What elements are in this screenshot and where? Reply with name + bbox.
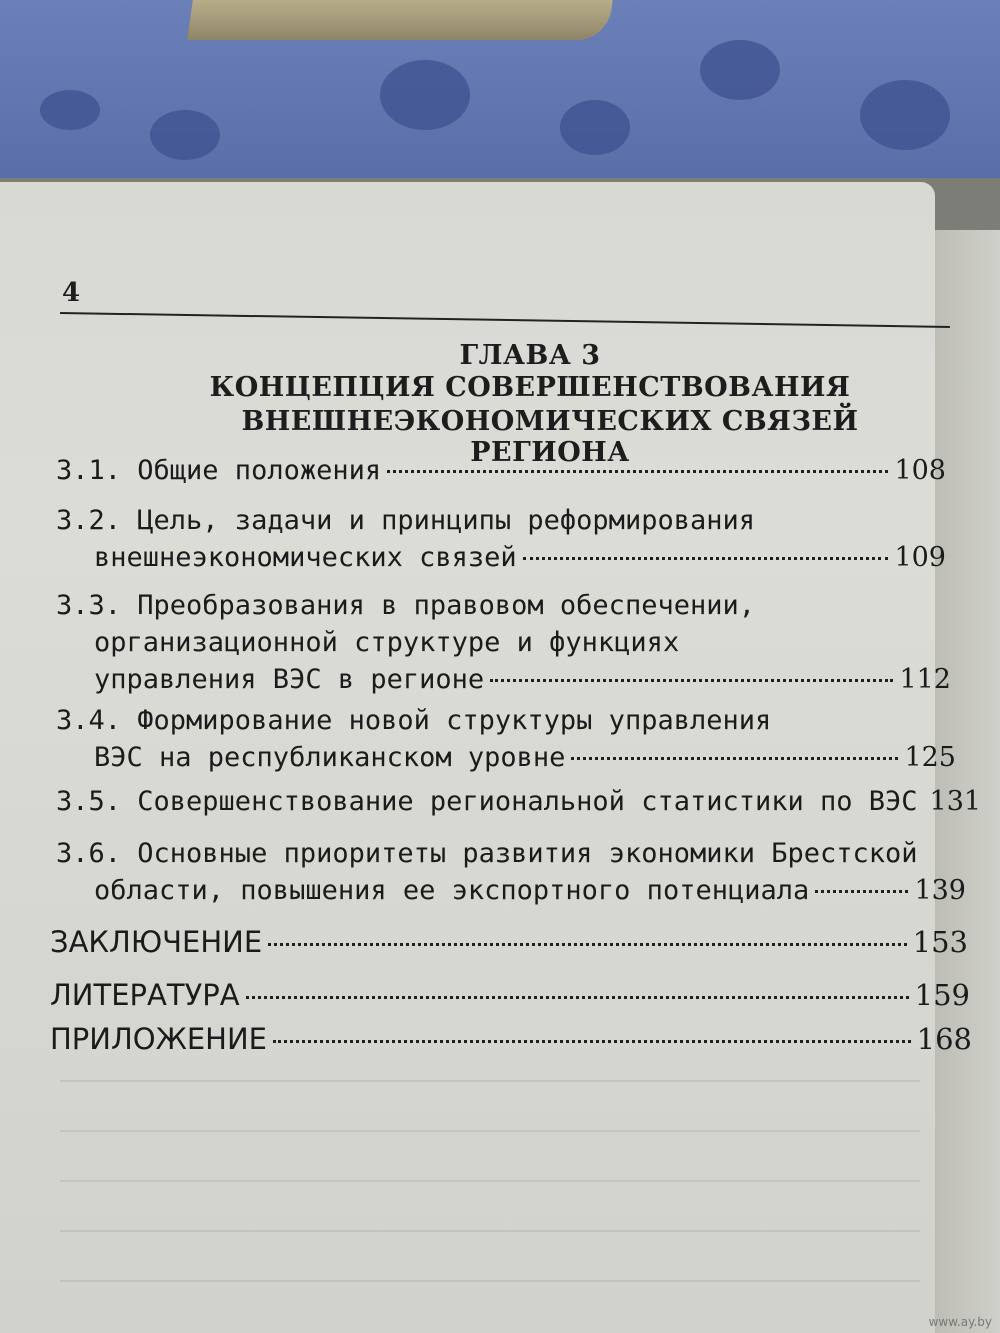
toc-entry-text: 3.1. Общие положения — [56, 455, 382, 486]
toc-entry-text: 3.4. Формирование новой структуры управления — [56, 705, 772, 736]
toc-page-number: 109 — [894, 542, 946, 573]
leader-dots — [571, 757, 898, 760]
show-through-text — [60, 1280, 920, 1302]
leader-dots — [387, 470, 888, 473]
flower-pattern — [380, 60, 470, 130]
toc-page-number: 125 — [904, 742, 956, 773]
flower-pattern — [700, 40, 780, 100]
toc-entry-text: 3.2. Цель, задачи и принципы реформирования — [56, 505, 755, 536]
show-through-text — [60, 1180, 920, 1202]
toc-entry-text: ВЭС на республиканском уровне — [94, 742, 566, 773]
toc-page-number: 112 — [899, 664, 951, 695]
toc-page-number: 153 — [912, 925, 968, 959]
toc-page-number: 131 — [929, 786, 982, 817]
toc-entry — [56, 505, 946, 573]
toc-entry — [56, 455, 946, 486]
toc-entry-text: управления ВЭС в регионе — [94, 664, 485, 695]
toc-entry-text: 3.6. Основные приоритеты развития экономики Брестской — [56, 838, 918, 869]
toc-page-number: 108 — [894, 455, 946, 486]
page-number: 4 — [62, 278, 81, 308]
show-through-text — [60, 1130, 920, 1152]
flower-pattern — [40, 90, 100, 130]
leader-dots — [246, 996, 909, 999]
toc-entry-text: внешнеэкономических связей — [94, 542, 517, 573]
toc-entry — [56, 705, 956, 773]
flower-pattern — [560, 100, 630, 155]
toc-entry — [50, 1022, 972, 1056]
toc-entry-text: 3.3. Преобразования в правовом обеспечении, — [56, 590, 755, 621]
toc-entry — [50, 925, 968, 959]
toc-entry — [56, 838, 966, 906]
chapter-title-line2: ВНЕШНЕЭКОНОМИЧЕСКИХ СВЯЗЕЙ РЕГИОНА — [241, 406, 859, 468]
chapter-label: ГЛАВА 3 — [459, 340, 601, 371]
flower-pattern — [860, 80, 950, 150]
toc-entry-text: ПРИЛОЖЕНИЕ — [50, 1022, 268, 1056]
leader-dots — [268, 943, 906, 946]
leader-dots — [273, 1040, 911, 1043]
show-through-text — [60, 1230, 920, 1252]
watermark: www.ay.by — [928, 1315, 992, 1329]
chapter-title-line1: КОНЦЕПЦИЯ СОВЕРШЕНСТВОВАНИЯ — [209, 372, 851, 403]
book-edge — [187, 0, 613, 40]
toc-entry-text: области, повышения ее экспортного потенциала — [94, 875, 810, 906]
toc-entry — [56, 590, 951, 695]
leader-dots — [523, 557, 889, 560]
toc-entry-text: организационной структуре и функциях — [94, 627, 680, 658]
page-edge-right — [935, 230, 1000, 1333]
flower-pattern — [150, 110, 220, 160]
toc-entry-text: ЗАКЛЮЧЕНИЕ — [50, 925, 263, 959]
toc-page-number: 139 — [914, 875, 966, 906]
show-through-text — [60, 1080, 920, 1102]
toc-entry-text: 3.5. Совершенствование региональной статистики по ВЭС — [56, 786, 918, 817]
leader-dots — [490, 679, 893, 682]
toc-page-number: 159 — [914, 978, 970, 1012]
toc-entry — [50, 978, 970, 1012]
toc-entry-text: ЛИТЕРАТУРА — [50, 978, 240, 1012]
toc-page-number: 168 — [916, 1022, 972, 1056]
toc-entry — [56, 786, 982, 817]
leader-dots — [815, 890, 908, 893]
